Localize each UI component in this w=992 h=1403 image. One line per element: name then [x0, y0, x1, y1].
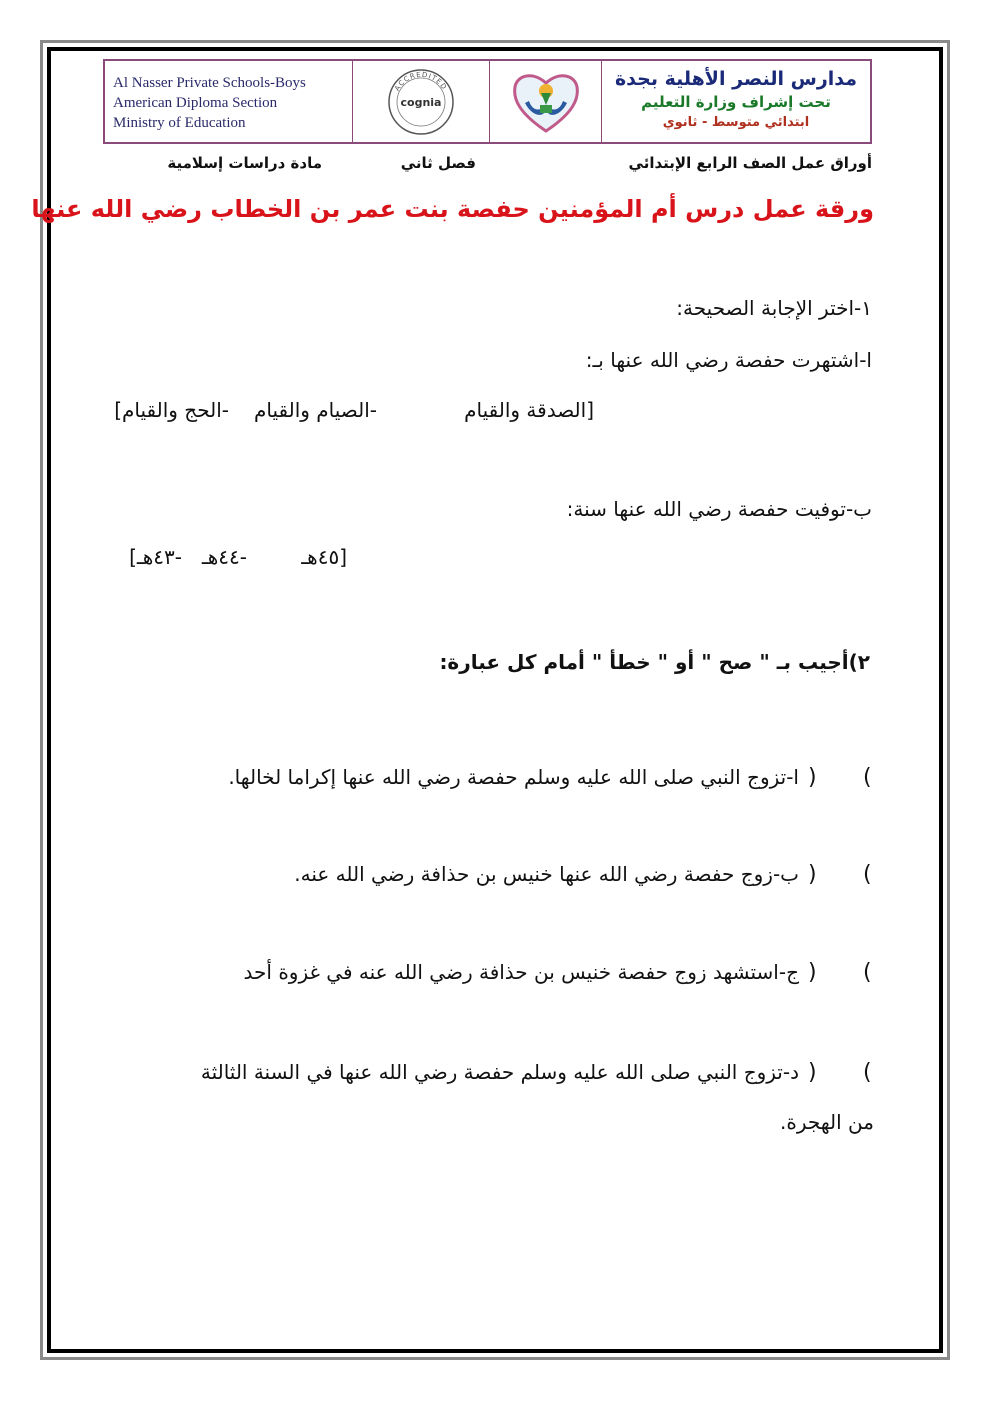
- subheader-worksheet: أوراق عمل الصف الرابع الإبتدائي: [628, 154, 872, 172]
- q1-option-3: -الحج والقيام]: [114, 398, 229, 422]
- answer-paren-close-1: ): [808, 765, 817, 790]
- answer-paren-open-1: (: [863, 765, 872, 790]
- worksheet-title: ورقة عمل درس أم المؤمنين حفصة بنت عمر بن الخطاب رضي الله عنها: [31, 195, 874, 223]
- tf-item-1: ا-تزوج النبي صلى الله عليه وسلم حفصة رضي الله عنها إكراما لخالها.: [228, 765, 799, 789]
- page-inner-border: [31, 47, 943, 1353]
- heart-hands-logo-icon: [511, 69, 581, 135]
- subheader-term: فصل ثاني: [400, 154, 476, 172]
- q2-option-3: -٤٣هـ]: [129, 545, 182, 569]
- header-arabic-school: مدارس النصر الأهلية بجدة: [614, 68, 858, 90]
- school-header: [103, 59, 872, 144]
- q1-option-1: [الصدقة والقيام: [464, 398, 594, 422]
- cognia-seal: [353, 61, 490, 142]
- header-english: [105, 61, 353, 142]
- header-english-line-2: American Diploma Section: [113, 95, 278, 111]
- header-english-line-1: Al Nasser Private Schools-Boys: [113, 75, 306, 91]
- answer-paren-close-2: ): [808, 862, 817, 887]
- tf-item-3: ج-استشهد زوج حفصة خنيس بن حذافة رضي الله عنه في غزوة أحد: [243, 960, 799, 984]
- cognia-label: cognia: [400, 95, 442, 109]
- q2-option-1: [٤٥هـ: [301, 545, 347, 569]
- q2-option-2: -٤٤هـ: [201, 545, 247, 569]
- section1-heading: ١-اختر الإجابة الصحيحة:: [676, 296, 872, 320]
- tf-item-4-continuation: من الهجرة.: [780, 1110, 874, 1134]
- cognia-logo-icon: [386, 67, 456, 137]
- answer-paren-close-3: ): [808, 960, 817, 985]
- q1-text: ا-اشتهرت حفصة رضي الله عنها بـ:: [585, 348, 872, 372]
- answer-paren-open-3: (: [863, 960, 872, 985]
- subheader-subject: مادة دراسات إسلامية: [167, 154, 322, 172]
- answer-paren-open-4: (: [863, 1060, 872, 1085]
- svg-text:ACCREDITED: [393, 70, 448, 91]
- section2-heading: ٢)أجيب بـ " صح " أو " خطأ " أمام كل عبارة:: [439, 650, 870, 674]
- header-arabic-ministry: تحت إشراف وزارة التعليم: [641, 93, 831, 111]
- header-arabic-stages: ابتدائي متوسط - ثانوي: [662, 115, 810, 130]
- answer-paren-close-4: ): [808, 1060, 817, 1085]
- answer-paren-open-2: (: [863, 862, 872, 887]
- cognia-ring-text: ACCREDITED: [393, 70, 449, 92]
- tf-item-2: ب-زوج حفصة رضي الله عنها خنيس بن حذافة رضي الله عنه.: [294, 862, 799, 886]
- tf-item-4: د-تزوج النبي صلى الله عليه وسلم حفصة رضي الله عنها في السنة الثالثة: [200, 1060, 799, 1084]
- header-english-line-3: Ministry of Education: [113, 115, 246, 131]
- q1-option-2: -الصيام والقيام: [253, 398, 377, 422]
- q2-text: ب-توفيت حفصة رضي الله عنها سنة:: [566, 497, 872, 521]
- header-arabic: [602, 61, 870, 142]
- school-logo: [490, 61, 602, 142]
